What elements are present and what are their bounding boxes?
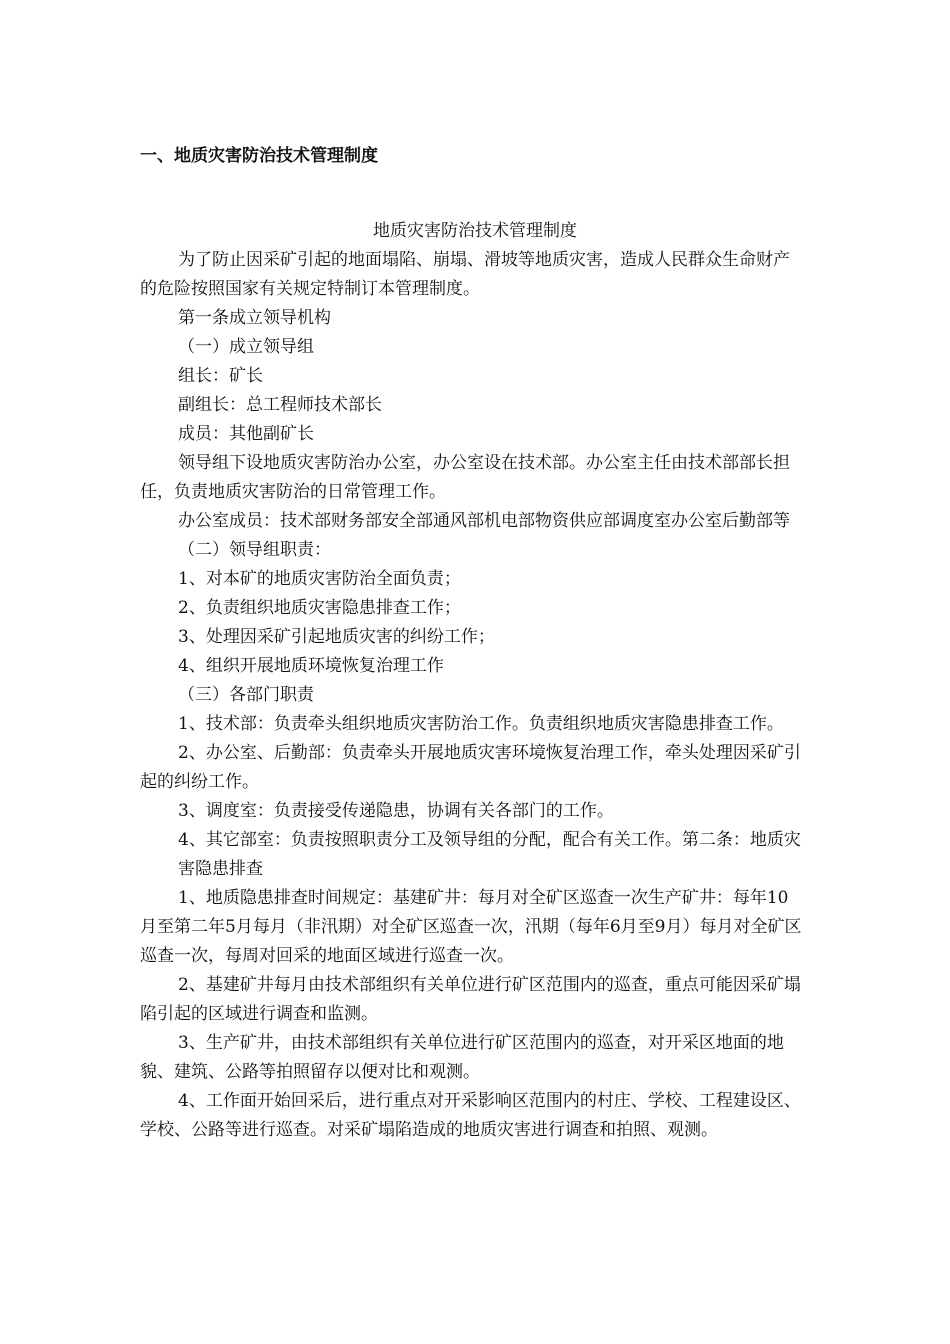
inspection-item-3: 3、生产矿井，由技术部组织有关单位进行矿区范围内的巡查，对开采区地面的地貌、建筑、公路等拍照留存以便对比和观测。 (140, 1033, 784, 1082)
document-title: 地质灾害防治技术管理制度 (373, 221, 577, 241)
inspection-item-2: 2、基建矿井每月由技术部组织有关单位进行矿区范围内的巡查，重点可能因采矿塌陷引起的区域进行调查和监测。 (140, 975, 801, 1024)
group-leader-line: 组长：矿长 (178, 366, 263, 386)
department-item-1: 1、技术部：负责牵头组织地质灾害防治工作。负责组织地质灾害隐患排查工作。 (178, 714, 784, 734)
duty-item-3: 3、处理因采矿引起地质灾害的纠纷工作； (178, 627, 495, 647)
members-line: 成员：其他副矿长 (178, 424, 314, 444)
document-body (140, 246, 805, 1145)
inspection-item-1: 1、地质隐患排查时间规定：基建矿井：每月对全矿区巡查一次生产矿井：每年10月至第二年5月每月（非汛期）对全矿区巡查一次，汛期（每年6月至9月）每月对全矿区巡查一次，每周对回采的地面区域进行巡查一次。 (140, 888, 802, 966)
duty-item-4: 4、组织开展地质环境恢复治理工作 (178, 656, 444, 676)
office-members-paragraph: 办公室成员：技术部财务部安全部通风部机电部物资供应部调度室办公室后勤部等 (178, 511, 790, 531)
department-item-3: 3、调度室：负责接受传递隐患，协调有关各部门的工作。 (178, 801, 614, 821)
section-heading: 一、地质灾害防治技术管理制度 (140, 146, 378, 166)
intro-paragraph: 为了防止因采矿引起的地面塌陷、崩塌、滑坡等地质灾害，造成人民群众生命财产的危险按照国家有关规定特制订本管理制度。 (140, 250, 790, 299)
office-paragraph: 领导组下设地质灾害防治办公室，办公室设在技术部。办公室主任由技术部部长担任，负责地质灾害防治的日常管理工作。 (140, 453, 790, 502)
duty-item-2: 2、负责组织地质灾害隐患排查工作； (178, 598, 461, 618)
subsection-1-heading: （一）成立领导组 (178, 337, 314, 357)
subsection-3-heading: （三）各部门职责 (178, 685, 314, 705)
deputy-leader-line: 副组长：总工程师技术部长 (178, 395, 382, 415)
subsection-2-heading: （二）领导组职责： (178, 540, 331, 560)
article-1-heading: 第一条成立领导机构 (178, 308, 331, 328)
inspection-item-4: 4、工作面开始回采后，进行重点对开采影响区范围内的村庄、学校、工程建设区、学校、公路等进行巡查。对采矿塌陷造成的地质灾害进行调查和拍照、观测。 (140, 1091, 801, 1140)
department-item-4: 4、其它部室：负责按照职责分工及领导组的分配，配合有关工作。第二条：地质灾害隐患排查 (178, 830, 801, 879)
duty-item-1: 1、对本矿的地质灾害防治全面负责； (178, 569, 461, 589)
department-item-2: 2、办公室、后勤部：负责牵头开展地质灾害环境恢复治理工作，牵头处理因采矿引起的纠纷工作。 (140, 743, 801, 792)
